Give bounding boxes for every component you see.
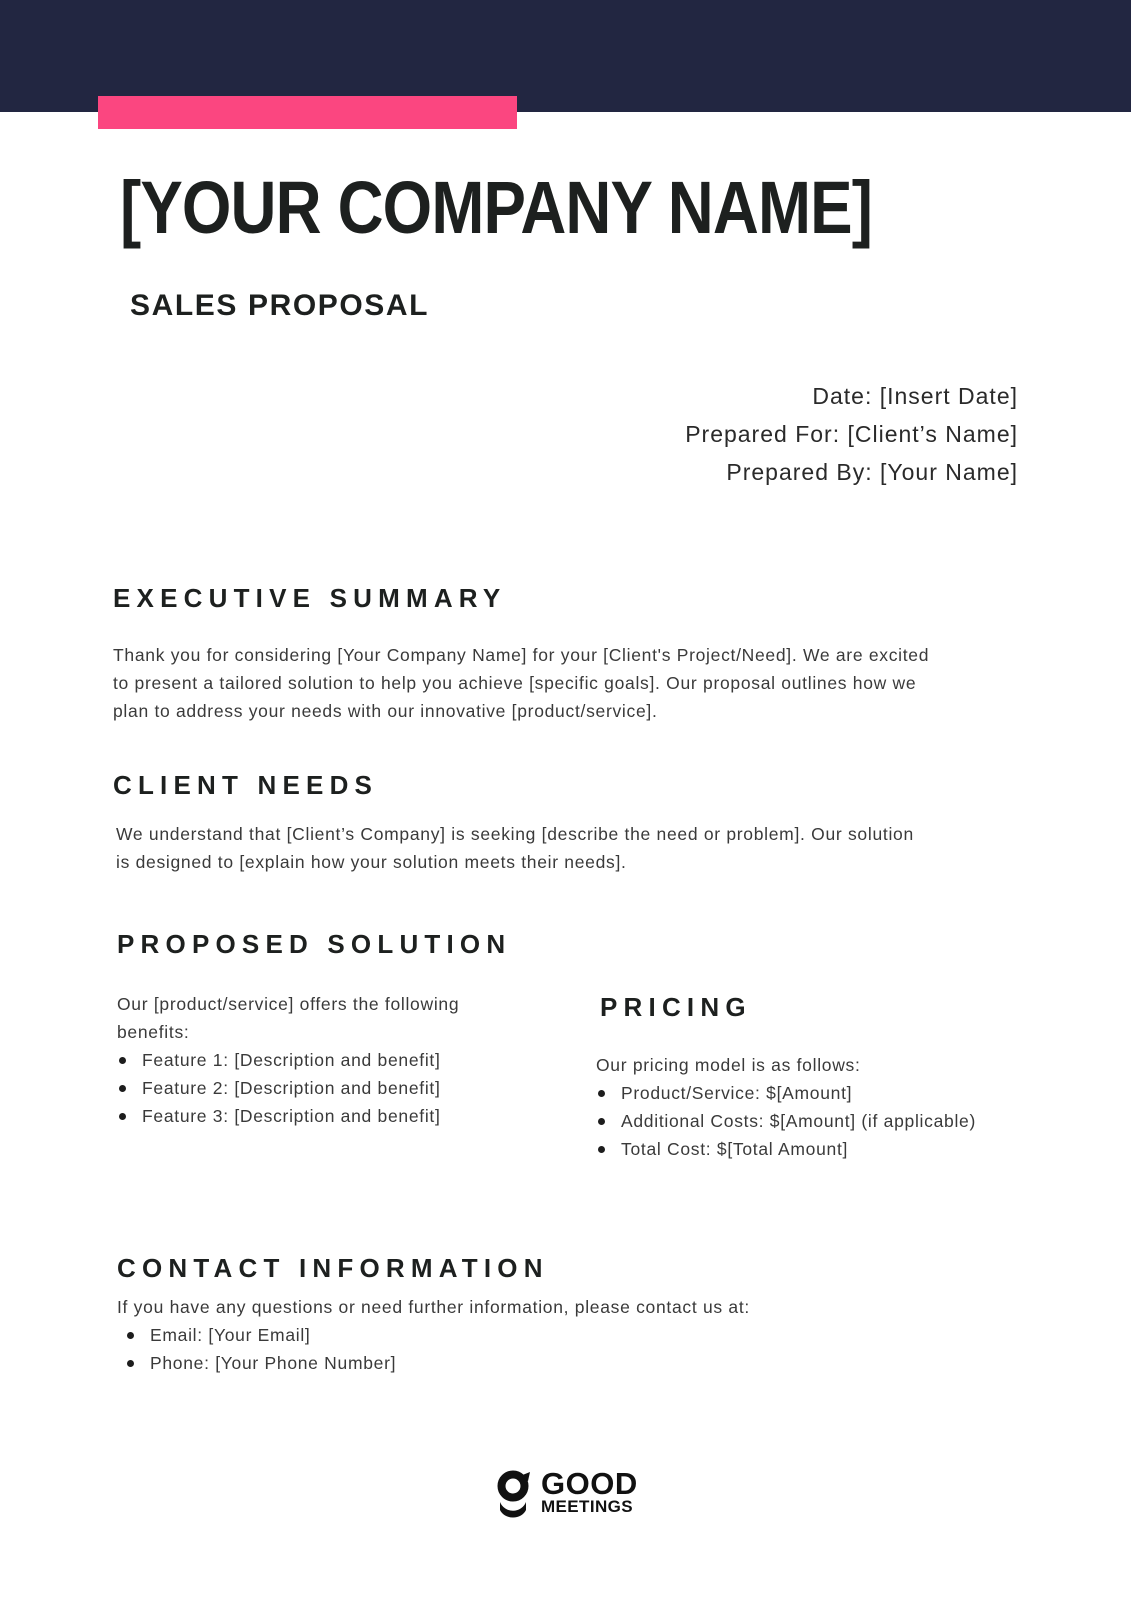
pricing-item: Additional Costs: $[Amount] (if applicable) (596, 1107, 1036, 1135)
executive-summary-body (113, 641, 1043, 725)
proposed-solution-heading: PROPOSED SOLUTION (117, 929, 512, 959)
contact-body (117, 1293, 917, 1377)
pricing-heading: PRICING (600, 992, 752, 1022)
contact-list (125, 1321, 917, 1377)
text-line: If you have any questions or need further information, please contact us at: (117, 1297, 750, 1317)
feature-item: Feature 2: [Description and benefit] (117, 1074, 557, 1102)
bullet-icon (119, 1057, 126, 1064)
good-meetings-g-logo-icon (497, 1470, 533, 1518)
client-needs-heading: CLIENT NEEDS (113, 770, 379, 800)
company-name-title: [YOUR COMPANY NAME] (120, 166, 873, 249)
document-type-subtitle: SALES PROPOSAL (130, 289, 430, 322)
bullet-icon (119, 1113, 126, 1120)
text-line: benefits: (117, 1022, 190, 1042)
bullet-icon (127, 1360, 134, 1367)
pricing-body (596, 1051, 1036, 1163)
client-needs-body (116, 820, 1046, 876)
executive-summary-heading: EXECUTIVE SUMMARY (113, 583, 507, 613)
text-line: Our pricing model is as follows: (596, 1055, 861, 1075)
meta-prepared-by: Prepared By: [Your Name] (726, 459, 1018, 485)
good-meetings-logo (497, 1466, 638, 1518)
pricing-item: Total Cost: $[Total Amount] (596, 1135, 1036, 1163)
bullet-icon (598, 1146, 605, 1153)
text-line: Thank you for considering [Your Company Name] for your [Client's Project/Need]. We are excited (113, 645, 930, 665)
feature-item: Feature 1: [Description and benefit] (117, 1046, 557, 1074)
pricing-item: Product/Service: $[Amount] (596, 1079, 1036, 1107)
bullet-icon (119, 1085, 126, 1092)
logo-line-good: GOOD (541, 1466, 638, 1501)
pricing-list (596, 1079, 1036, 1163)
bullet-icon (598, 1118, 605, 1125)
feature-item: Feature 3: [Description and benefit] (117, 1102, 557, 1130)
contact-information-heading: CONTACT INFORMATION (117, 1253, 549, 1283)
logo-line-meetings: MEETINGS (541, 1497, 633, 1516)
contact-email-item: Email: [Your Email] (125, 1321, 917, 1349)
contact-phone-item: Phone: [Your Phone Number] (125, 1349, 917, 1377)
proposal-meta (685, 377, 1018, 491)
text-line: to present a tailored solution to help you achieve [specific goals]. Our proposal outlines how we (113, 673, 917, 693)
meta-date: Date: [Insert Date] (812, 383, 1018, 409)
bullet-icon (127, 1332, 134, 1339)
text-line: is designed to [explain how your solution meets their needs]. (116, 852, 627, 872)
text-line: We understand that [Client’s Company] is seeking [describe the need or problem]. Our solution (116, 824, 914, 844)
logo-wordmark (541, 1466, 638, 1517)
text-line: plan to address your needs with our innovative [product/service]. (113, 701, 658, 721)
text-line: Our [product/service] offers the following (117, 994, 460, 1014)
proposed-solution-body (117, 990, 557, 1130)
features-list (117, 1046, 557, 1130)
accent-bar (98, 96, 517, 129)
meta-prepared-for: Prepared For: [Client’s Name] (685, 421, 1018, 447)
bullet-icon (598, 1090, 605, 1097)
